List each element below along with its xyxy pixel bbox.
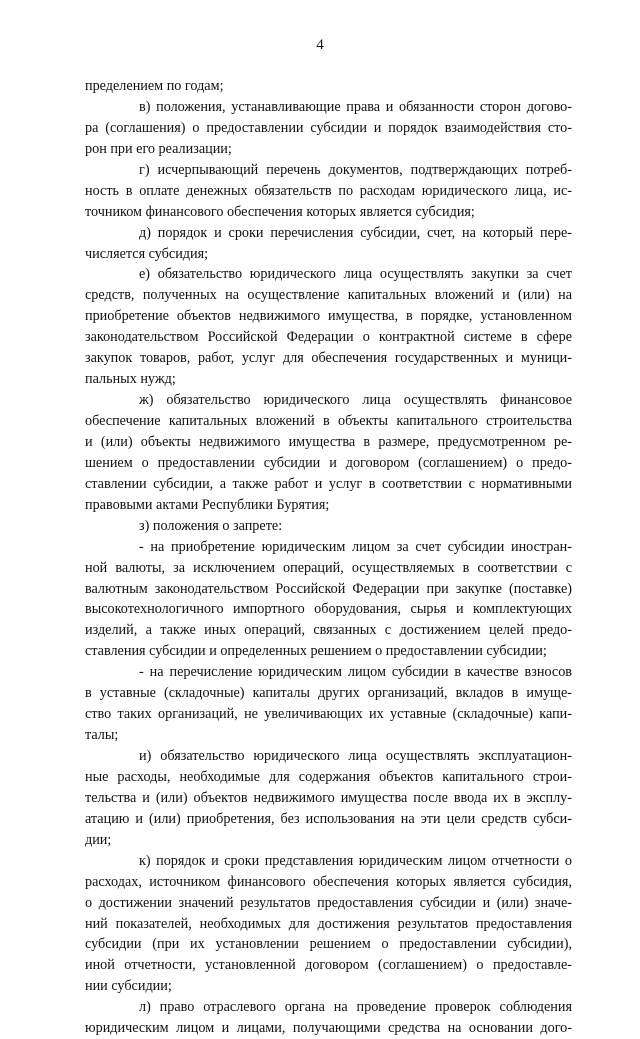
text-line: ство таких организаций, не увеличивающих их уставные (складочные) капи-: [85, 706, 572, 723]
text-line: высокотехнологичного импортного оборудования, сырья и комплектующих: [85, 601, 572, 618]
text-line: закупок товаров, работ, услуг для обеспечения государственных и муници-: [85, 350, 572, 367]
text-line: талы;: [85, 727, 119, 744]
text-line: нии субсидии;: [85, 978, 172, 995]
text-line: числяется субсидия;: [85, 245, 209, 262]
text-line: о достижении значений результатов предоставления субсидии и (или) значе-: [85, 894, 572, 911]
text-line: законодательством Российской Федерации о контрактной системе в сфере: [85, 329, 572, 346]
text-line: тельства и (или) объектов недвижимого имущества после ввода их в эксплу-: [85, 789, 572, 806]
text-line: пределением по годам;: [85, 78, 224, 94]
text-line: д) порядок и сроки перечисления субсидии, счет, на который пере-: [139, 224, 572, 241]
text-line: точником финансового обеспечения которых является субсидия;: [85, 203, 475, 220]
text-line: атацию и (или) приобретения, без использования на эти цели средств субси-: [85, 810, 572, 827]
text-line: в уставные (складочные) капиталы других организаций, вкладов в имуще-: [85, 685, 572, 702]
text-line: валютным законодательством Российской Федерации при закупке (поставке): [85, 580, 572, 597]
text-line: правовыми актами Республики Бурятия;: [85, 496, 330, 513]
text-line: в) положения, устанавливающие права и обязанности сторон догово-: [139, 98, 572, 115]
text-line: ний показателей, необходимых для достижения результатов предоставления: [85, 915, 572, 932]
text-line: юридическим лицом и лицами, получающими средства на основании дого-: [85, 1020, 572, 1037]
text-line: приобретение объектов недвижимого имущества, в порядке, установленном: [85, 308, 572, 325]
text-line: - на приобретение юридическим лицом за счет субсидии иностран-: [139, 538, 572, 555]
text-line: рон при его реализации;: [85, 140, 232, 157]
text-line: ставления субсидии и определенных решением о предоставлении субсидии;: [85, 643, 547, 660]
text-line: иной отчетности, установленной договором (соглашением) о предоставле-: [85, 957, 572, 974]
page-number: 4: [316, 37, 324, 53]
text-line: ж) обязательство юридического лица осуществлять финансовое: [139, 392, 572, 409]
text-line: расходах, источником финансового обеспечения которых является субсидия,: [85, 873, 572, 890]
text-line: ные расходы, необходимые для содержания объектов капитального строи-: [85, 768, 572, 785]
text-line: г) исчерпывающий перечень документов, подтверждающих потреб-: [139, 161, 572, 178]
text-line: е) обязательство юридического лица осуществлять закупки за счет: [139, 266, 572, 283]
text-line: л) право отраслевого органа на проведение проверок соблюдения: [139, 999, 572, 1016]
text-line: изделий, а также иных операций, связанных с достижением целей предо-: [85, 622, 572, 639]
text-line: ставлении субсидии, а также работ и услуг в соответствии с нормативными: [85, 475, 572, 492]
text-line: субсидии (при их установлении решением о предоставлении субсидии),: [85, 936, 572, 953]
text-line: ность в оплате денежных обязательств по расходам юридического лица, ис-: [85, 182, 572, 199]
text-line: и) обязательство юридического лица осуществлять эксплуатацион-: [139, 748, 572, 764]
text-line: средств, полученных на осуществление капитальных вложений и (или) на: [85, 287, 572, 304]
text-line: ра (соглашения) о предоставлении субсидии и порядок взаимодействия сто-: [85, 119, 572, 136]
text-line: и (или) объекты недвижимого имущества в размере, предусмотренном ре-: [85, 433, 572, 450]
text-line: - на перечисление юридическим лицом субсидии в качестве взносов: [139, 664, 572, 681]
text-line: ной валюты, за исключением операций, осуществляемых в соответствии с: [85, 559, 572, 576]
text-line: к) порядок и сроки представления юридическим лицом отчетности о: [139, 852, 572, 869]
text-line: з) положения о запрете:: [139, 517, 283, 534]
text-line: пальных нужд;: [85, 371, 176, 388]
document-body: [85, 76, 572, 1039]
text-line: шением о предоставлении субсидии и договором (соглашением) о предо-: [85, 454, 572, 471]
text-line: дии;: [85, 831, 112, 848]
text-line: обеспечение капитальных вложений в объекты капитального строительства: [85, 413, 572, 429]
